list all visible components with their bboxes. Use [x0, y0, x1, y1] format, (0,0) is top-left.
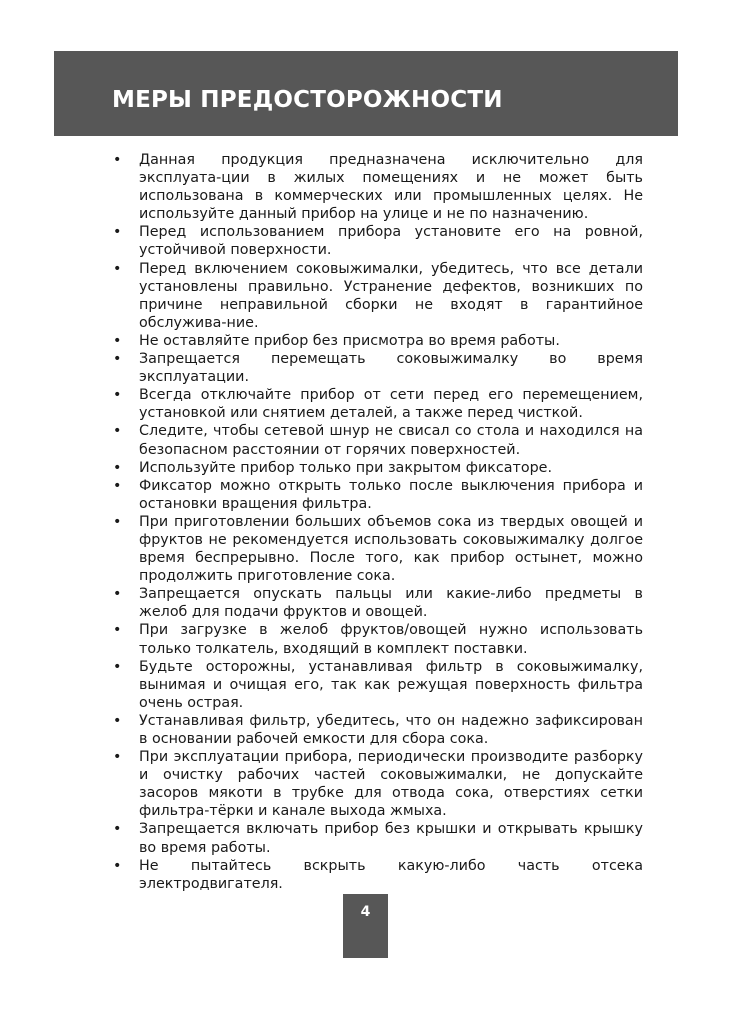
- list-item: [113, 459, 643, 477]
- list-item: [113, 223, 643, 259]
- list-item-text: Фиксатор можно открыть только после выключения прибора и остановки вращения фильтра.: [139, 477, 643, 512]
- bullet: •: [113, 821, 122, 838]
- list-item: [113, 658, 643, 712]
- list-item-text: Используйте прибор только при закрытом фиксаторе.: [139, 459, 552, 476]
- list-item-text: Запрещается опускать пальцы или какие-либо предметы в желоб для подачи фруктов и овощей.: [139, 586, 643, 621]
- precautions-list: [113, 151, 643, 893]
- list-item: [113, 477, 643, 513]
- list-item-text: Не оставляйте прибор без присмотра во время работы.: [139, 332, 560, 349]
- header-bar: [54, 51, 678, 136]
- list-item-text: Будьте осторожны, устанавливая фильтр в соковыжималку, вынимая и очищая его, так как режущая поверхность фильтра очень острая.: [139, 658, 643, 711]
- list-item: [113, 350, 643, 386]
- bullet: •: [113, 477, 122, 494]
- bullet: •: [113, 332, 122, 349]
- bullet: •: [113, 586, 122, 603]
- bullet: •: [113, 423, 122, 440]
- bullet: •: [113, 224, 122, 241]
- list-item-text: При приготовлении больших объемов сока из твердых овощей и фруктов не рекомендуется использовать соковыжималку долгое время беспрерывно. После того, как прибор остынет, можно продолжить приготовление сока.: [139, 513, 643, 585]
- list-item: [113, 260, 643, 332]
- bullet: •: [113, 749, 122, 766]
- bullet: •: [113, 513, 122, 530]
- list-item: [113, 151, 643, 223]
- bullet: •: [113, 351, 122, 368]
- bullet: •: [113, 658, 122, 675]
- list-item: [113, 857, 643, 893]
- page-number-box: [343, 894, 388, 958]
- page-title: МЕРЫ ПРЕДОСТОРОЖНОСТИ: [112, 87, 503, 113]
- list-item-text: Запрещается включать прибор без крышки и открывать крышку во время работы.: [139, 821, 643, 856]
- list-item-text: Перед использованием прибора установите его на ровной, устойчивой поверхности.: [139, 224, 643, 259]
- bullet: •: [113, 260, 122, 277]
- bullet: •: [113, 459, 122, 476]
- page-number: 4: [360, 904, 371, 920]
- list-item: [113, 513, 643, 585]
- list-item: [113, 585, 643, 621]
- list-item: [113, 712, 643, 748]
- list-item-text: Перед включением соковыжималки, убедитесь, что все детали установлены правильно. Устранение дефектов, возникших по причине неправильной сборки не входят в гарантийное обслужива-ние.: [139, 260, 643, 331]
- list-item-text: При эксплуатации прибора, периодически производите разборку и очистку рабочих частей соковыжималки, не допускайте засоров мякоти в трубке для отвода сока, отверстиях сетки фильтра-тёрки и канале выхода жмыха.: [139, 749, 643, 820]
- list-item: [113, 820, 643, 856]
- list-item: [113, 422, 643, 458]
- list-item-text: Всегда отключайте прибор от сети перед его перемещением, установкой или снятием деталей, а также перед чисткой.: [139, 387, 643, 422]
- list-item-text: Запрещается перемещать соковыжималку во время эксплуатации.: [139, 351, 643, 386]
- list-item: [113, 621, 643, 657]
- bullet: •: [113, 622, 122, 639]
- list-item-text: Устанавливая фильтр, убедитесь, что он надежно зафиксирован в основании рабочей емкости для сбора сока.: [139, 712, 643, 747]
- list-item: [113, 332, 643, 350]
- list-item-text: Данная продукция предназначена исключительно для эксплуата-ции в жилых помещениях и не может быть использована в коммерческих или промышленных целях. Не используйте данный прибор на улице и не по назначению.: [139, 152, 643, 223]
- bullet: •: [113, 712, 122, 729]
- list-item-text: Следите, чтобы сетевой шнур не свисал со стола и находился на безопасном расстоянии от горячих поверхностей.: [139, 423, 643, 458]
- list-item-text: Не пытайтесь вскрыть какую-либо часть отсека электродвигателя.: [139, 857, 643, 892]
- bullet: •: [113, 387, 122, 404]
- list-item: [113, 748, 643, 820]
- bullet: •: [113, 857, 122, 874]
- bullet: •: [113, 152, 122, 168]
- list-item: [113, 386, 643, 422]
- list-item-text: При загрузке в желоб фруктов/овощей нужно использовать только толкатель, входящий в комплект поставки.: [139, 622, 643, 657]
